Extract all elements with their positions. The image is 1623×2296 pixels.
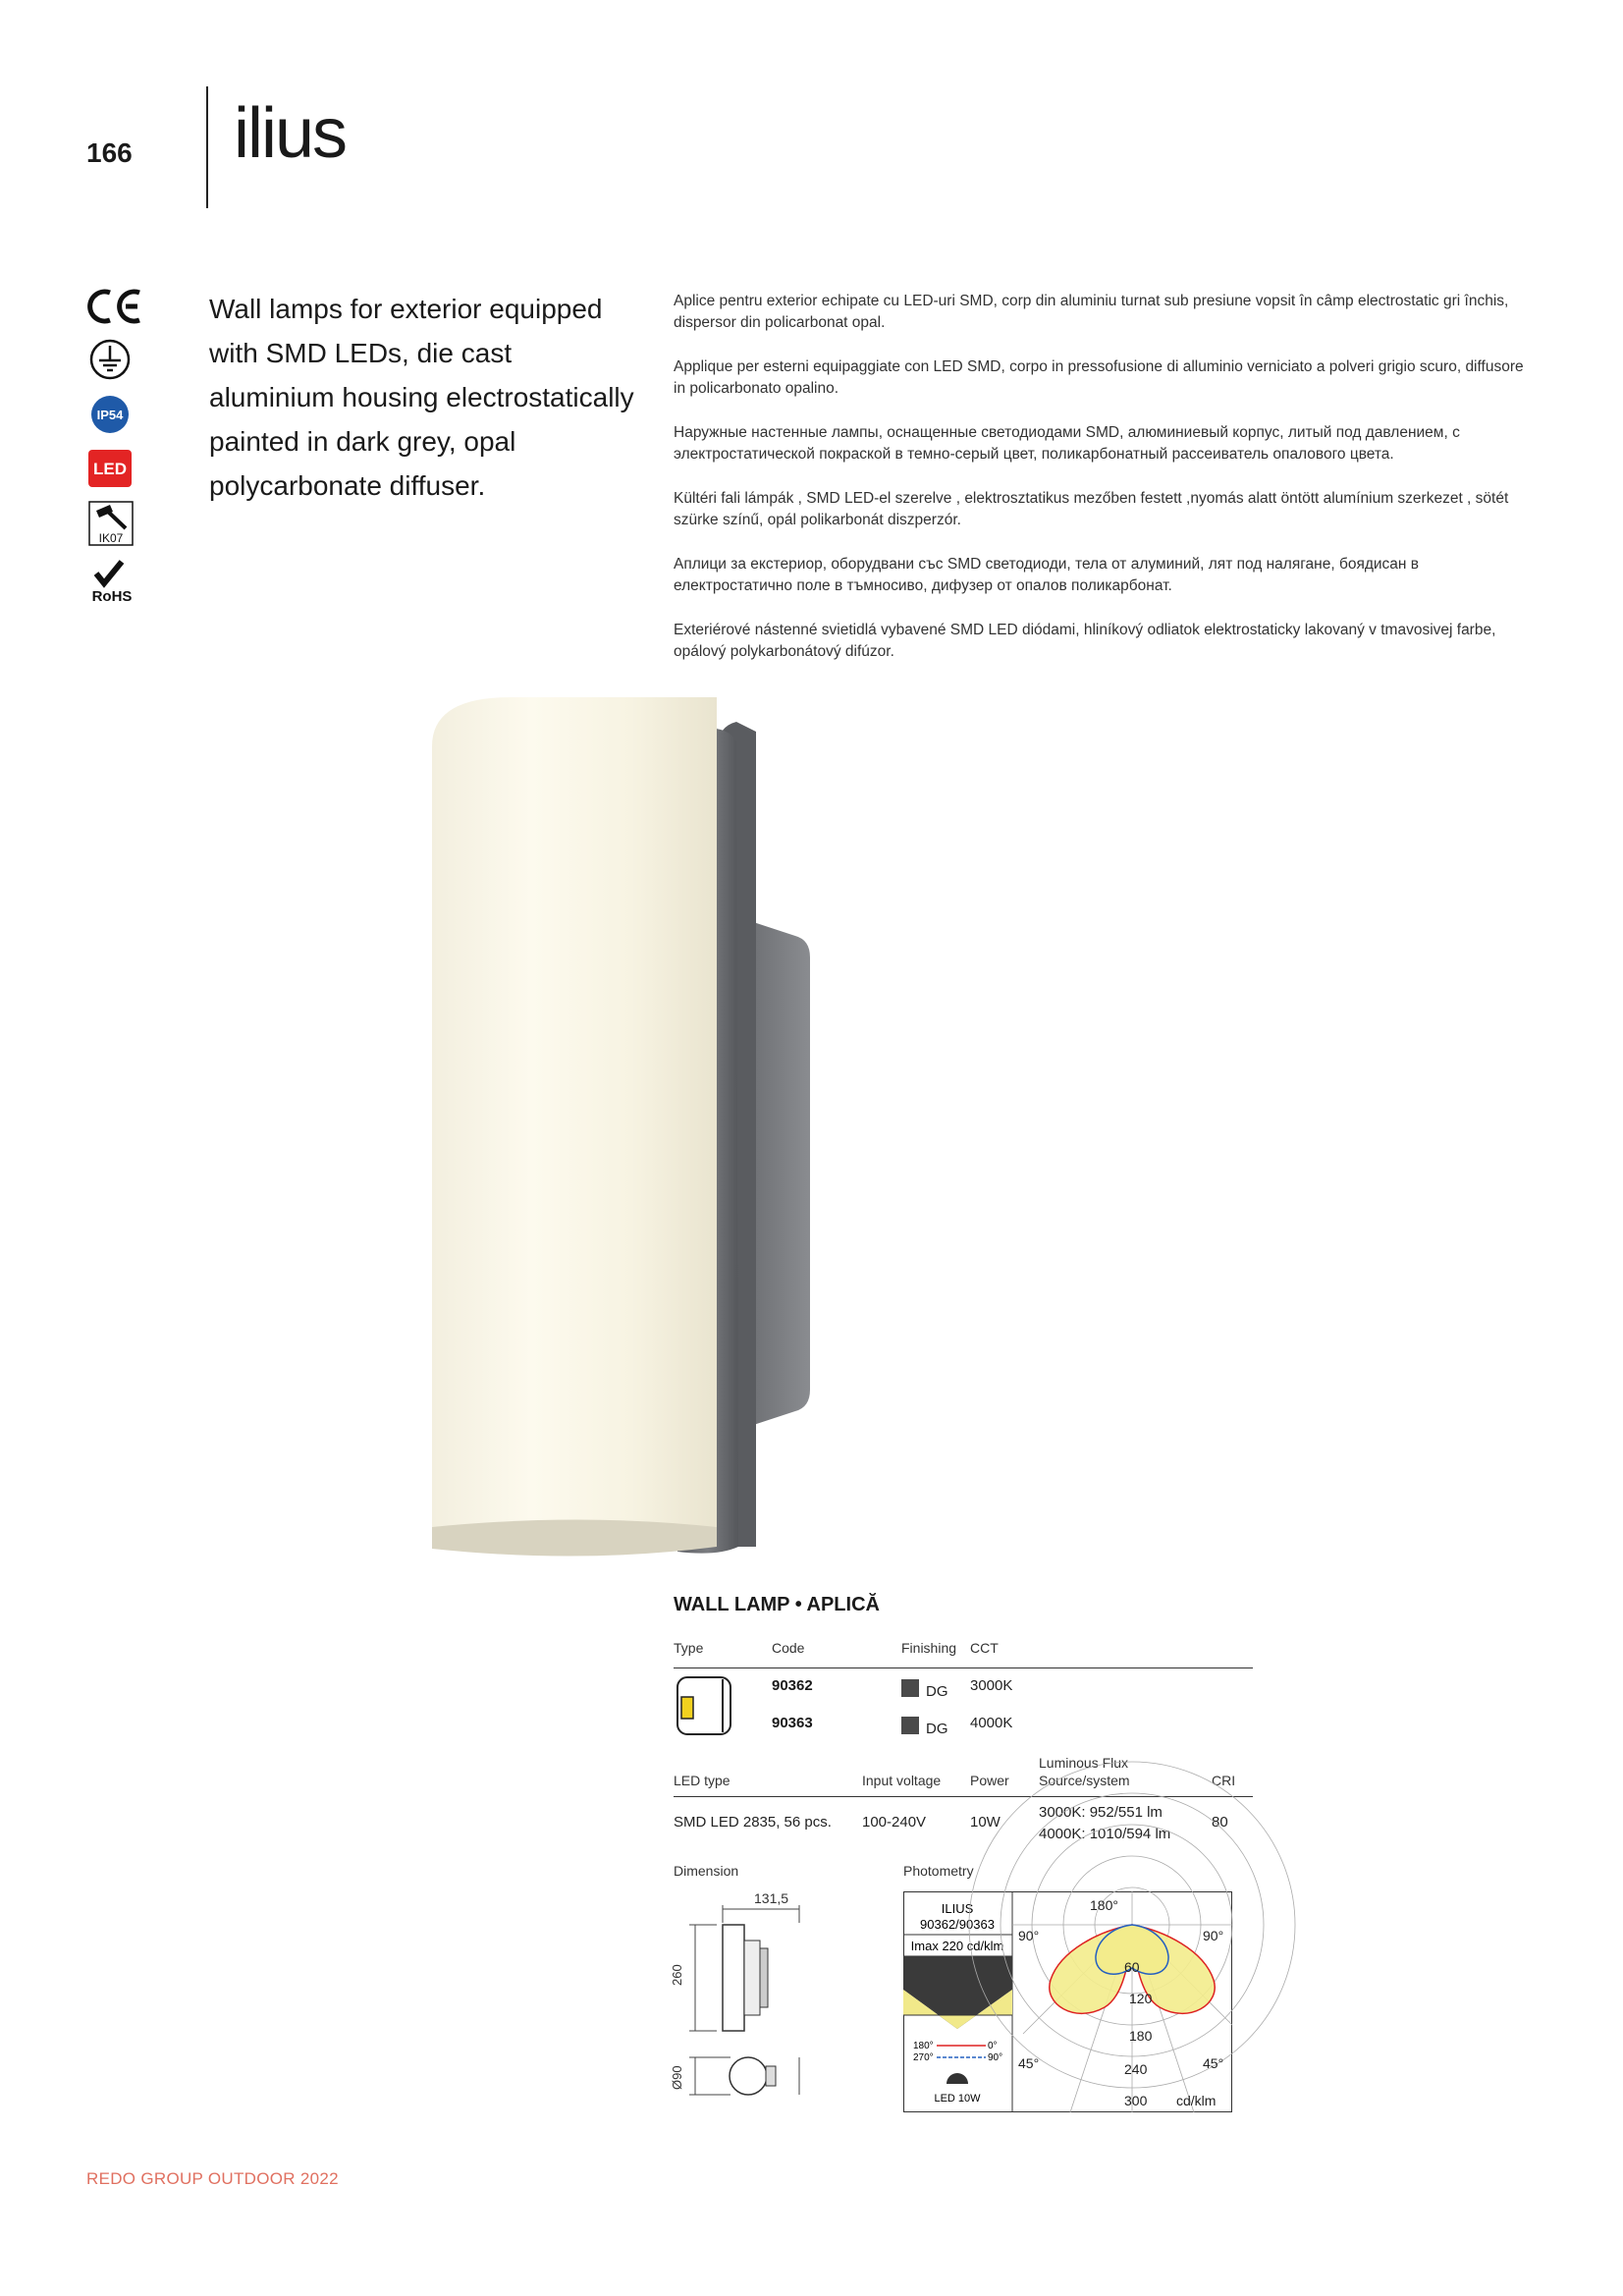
product-name: ilius	[234, 94, 347, 173]
table-row-cct: 4000K	[970, 1715, 1013, 1731]
angle-top: 180°	[1090, 1897, 1118, 1913]
photometry-source: LED 10W	[934, 2093, 981, 2105]
header-cri: CRI	[1212, 1773, 1236, 1788]
led-label: LED	[93, 460, 127, 478]
ring-label: 240	[1124, 2061, 1148, 2077]
translation-bg: Аплици за екстериор, оборудвани със SMD светодиоди, тела от алуминий, лят под налягане, боядисан в електростатично поле в тъмносиво, дифузер от опалов поликарбонат.	[674, 556, 1420, 594]
spec-power: 10W	[970, 1814, 1001, 1831]
spec-table	[674, 1755, 1253, 1853]
finish-swatch	[901, 1717, 919, 1734]
spec-led-type: SMD LED 2835, 56 pcs.	[674, 1814, 832, 1831]
footer: REDO GROUP OUTDOOR 2022	[86, 2169, 339, 2188]
ring-label: 300	[1124, 2093, 1148, 2108]
table-row-code: 90363	[772, 1715, 813, 1731]
dimension-width: 131,5	[754, 1890, 789, 1906]
translation-it: Applique per esterni equipaggiate con LED SMD, corpo in pressofusione di alluminio verniciato a polveri grigio scuro, diffusore in policarbonato opalino.	[674, 358, 1524, 397]
angle-right: 90°	[1203, 1928, 1224, 1943]
dimension-label: Dimension	[674, 1863, 739, 1879]
table-rule	[674, 1667, 1253, 1668]
photometry-label: Photometry	[903, 1863, 974, 1879]
translation-ru: Наружные настенные лампы, оснащенные светодиодами SMD, алюминиевый корпус, литый под давлением, с электростатической покраской в темно-серый цвет, поликарбонатный рассеиватель опалового цвета.	[674, 424, 1460, 463]
table-row-finishing: DG	[926, 1721, 948, 1737]
ip54-icon	[84, 395, 143, 434]
dimension-height: 260	[670, 1964, 684, 1986]
translation-hu: Kültéri fali lámpák , SMD LED-el szerelve , elektrosztatikus mezőben festett ,nyomás alatt öntött alumínium szerkezet , sötét szürke színű, opál polikarbonát diszperzór.	[674, 490, 1509, 528]
photometry-diagram	[903, 1891, 1232, 2112]
spec-flux-3000k: 3000K: 952/551 lm	[1039, 1804, 1163, 1821]
legend-c90-left: 270°	[913, 2052, 934, 2063]
angle-bottom-left: 45°	[1018, 2055, 1040, 2071]
header-divider	[206, 86, 208, 208]
header-finishing: Finishing	[901, 1640, 957, 1656]
wall-lamp-type-icon	[674, 1675, 736, 1738]
header-luminous-flux: Luminous Flux	[1039, 1755, 1129, 1771]
unit-label: cd/klm	[1176, 2093, 1217, 2108]
ring-label: 120	[1129, 1991, 1153, 2006]
dimension-diameter: Ø90	[670, 2065, 684, 2090]
table-rule	[674, 1796, 1253, 1797]
table-row-finishing: DG	[926, 1683, 948, 1700]
header-source-system: Source/system	[1039, 1773, 1130, 1788]
page-number: 166	[86, 137, 133, 168]
spec-cri: 80	[1212, 1814, 1228, 1831]
earth-ground-icon	[84, 338, 143, 381]
legend-c0-left: 180°	[913, 2041, 934, 2051]
section-title: WALL LAMP • APLICĂ	[674, 1594, 880, 1615]
translations	[674, 291, 1538, 685]
header-input-voltage: Input voltage	[862, 1773, 942, 1788]
translation-ro: Aplice pentru exterior echipate cu LED-uri SMD, corp din aluminiu turnat sub presiune vopsit în câmp electrostatic gri închis, dispersor din policarbonat opal.	[674, 293, 1509, 331]
rohs-label: RoHS	[91, 588, 133, 605]
ik07-label: IK07	[98, 531, 124, 545]
angle-bottom-right: 45°	[1203, 2055, 1224, 2071]
photometry-codes: 90362/90363	[920, 1917, 995, 1932]
ring-label: 180	[1129, 2028, 1153, 2044]
header-code: Code	[772, 1640, 805, 1656]
angle-left: 90°	[1018, 1928, 1040, 1943]
finish-swatch	[901, 1679, 919, 1697]
ring-label: 60	[1124, 1959, 1140, 1975]
header-led-type: LED type	[674, 1773, 730, 1788]
ce-mark-icon	[84, 287, 143, 326]
spec-input-voltage: 100-240V	[862, 1814, 927, 1831]
product-table	[674, 1640, 1253, 1768]
header-power: Power	[970, 1773, 1009, 1788]
photometry-imax: Imax 220 cd/klm	[910, 1939, 1004, 1953]
product-image	[393, 683, 844, 1566]
led-icon	[84, 450, 143, 489]
dimension-drawing	[670, 1884, 821, 2100]
header-cct: CCT	[970, 1640, 999, 1656]
ik07-icon	[84, 501, 143, 548]
table-row-code: 90362	[772, 1677, 813, 1694]
translation-sk: Exteriérové nástenné svietidlá vybavené SMD LED diódami, hliníkový odliatok elektrostaticky lakovaný v tmavosivej farbe, opálový polykarbonátový difúzor.	[674, 622, 1496, 660]
photometry-name: ILIUS	[941, 1901, 974, 1916]
legend-c90-right: 90°	[988, 2052, 1003, 2063]
header-type: Type	[674, 1640, 704, 1656]
rohs-icon	[84, 560, 143, 605]
ip54-label: IP54	[96, 408, 124, 422]
spec-flux-4000k: 4000K: 1010/594 lm	[1039, 1826, 1171, 1842]
legend-c0-right: 0°	[988, 2041, 998, 2051]
intro-description: Wall lamps for exterior equipped with SMD LEDs, die cast aluminium housing electrostatically painted in dark grey, opal polycarbonate diffuser.	[209, 294, 634, 501]
table-row-cct: 3000K	[970, 1677, 1013, 1694]
